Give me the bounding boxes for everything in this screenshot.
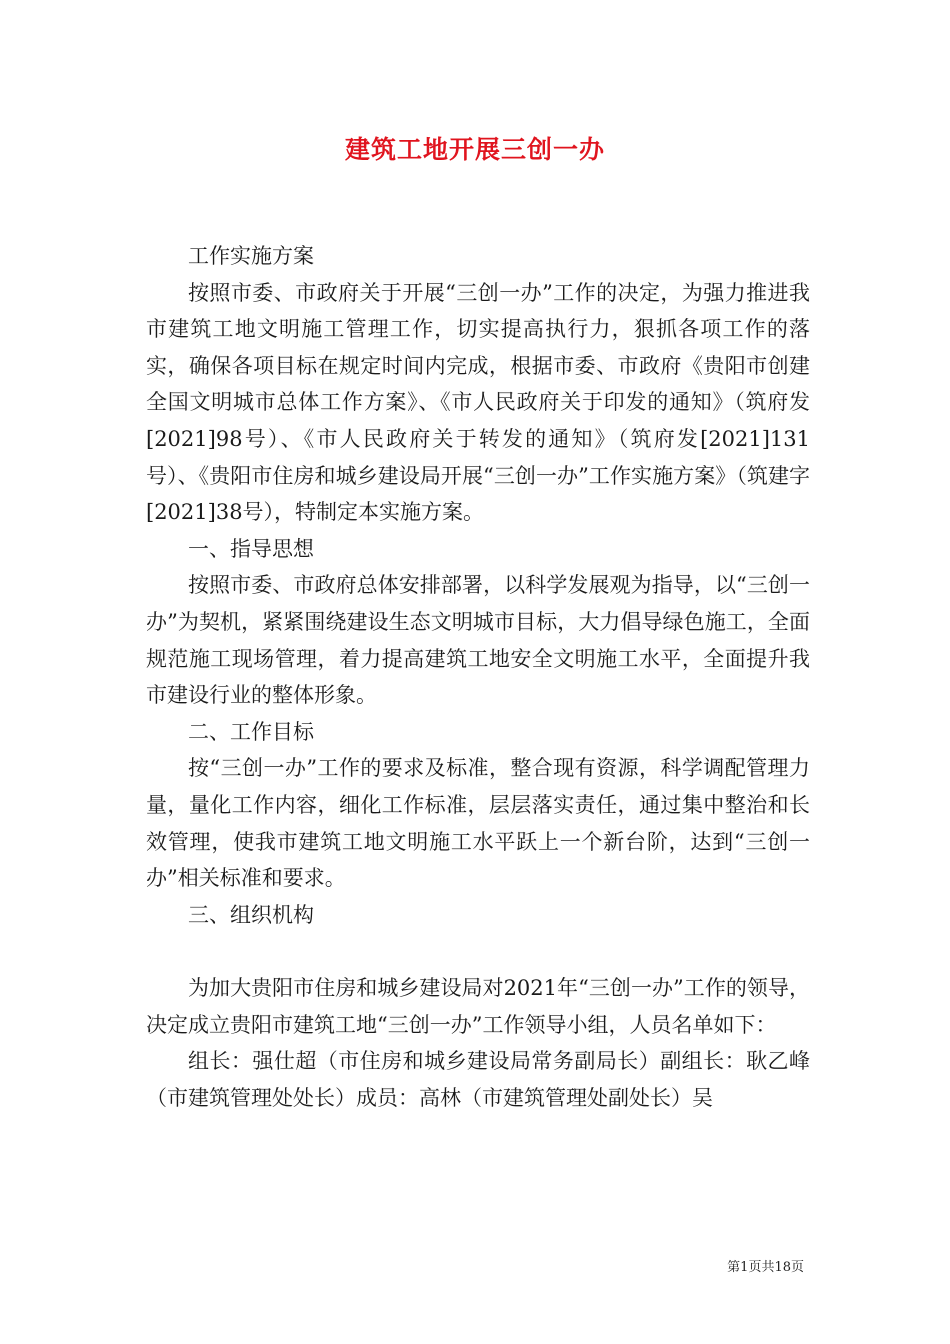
intro-paragraph: 按照市委、市政府关于开展“三创一办”工作的决定，为强力推进我市建筑工地文明施工管理工作，切实提高执行力，狠抓各项工作的落实，确保各项目标在规定时间内完成，根据市委、市政府《贵阳市创建全国文明城市总体工作方案》、《市人民政府关于印发的通知》（筑府发[2021]98号）、《市人民政府关于转发的通知》（筑府发[2021]131号）、《贵阳市住房和城乡建设局开展“三创一办”工作实施方案》（筑建字[2021]38号），特制定本实施方案。 xyxy=(146,280,810,525)
organization-paragraph: 为加大贵阳市住房和城乡建设局对2021年“三创一办”工作的领导，决定成立贵阳市建筑工地“三创一办”工作领导小组，人员名单如下： xyxy=(146,976,810,1037)
document-title: 建筑工地开展三创一办 xyxy=(344,135,605,164)
page-number: 第1页共18页 xyxy=(727,1260,804,1275)
plan-subtitle: 工作实施方案 xyxy=(188,244,314,268)
guiding-ideology-paragraph: 按照市委、市政府总体安排部署，以科学发展观为指导，以“三创一办”为契机，紧紧围绕建设生态文明城市目标，大力倡导绿色施工，全面规范施工现场管理，着力提高建筑工地安全文明施工水平，全面提升我市建设行业的整体形象。 xyxy=(146,573,810,708)
section-heading-work-goals: 二、工作目标 xyxy=(188,719,314,744)
document-body xyxy=(146,238,810,1117)
section-heading-guiding-ideology: 一、指导思想 xyxy=(188,536,314,561)
section-heading-organization: 三、组织机构 xyxy=(188,902,314,927)
members-paragraph: 组长：强仕超（市住房和城乡建设局常务副局长）副组长：耿乙峰（市建筑管理处处长）成员：高林（市建筑管理处副处长）吴 xyxy=(146,1049,810,1111)
blank-line xyxy=(146,933,810,970)
work-goals-paragraph: 按“三创一办”工作的要求及标准，整合现有资源，科学调配管理力量，量化工作内容，细化工作标准，层层落实责任，通过集中整治和长效管理，使我市建筑工地文明施工水平跃上一个新台阶，达到“三创一办”相关标准和要求。 xyxy=(146,756,810,891)
